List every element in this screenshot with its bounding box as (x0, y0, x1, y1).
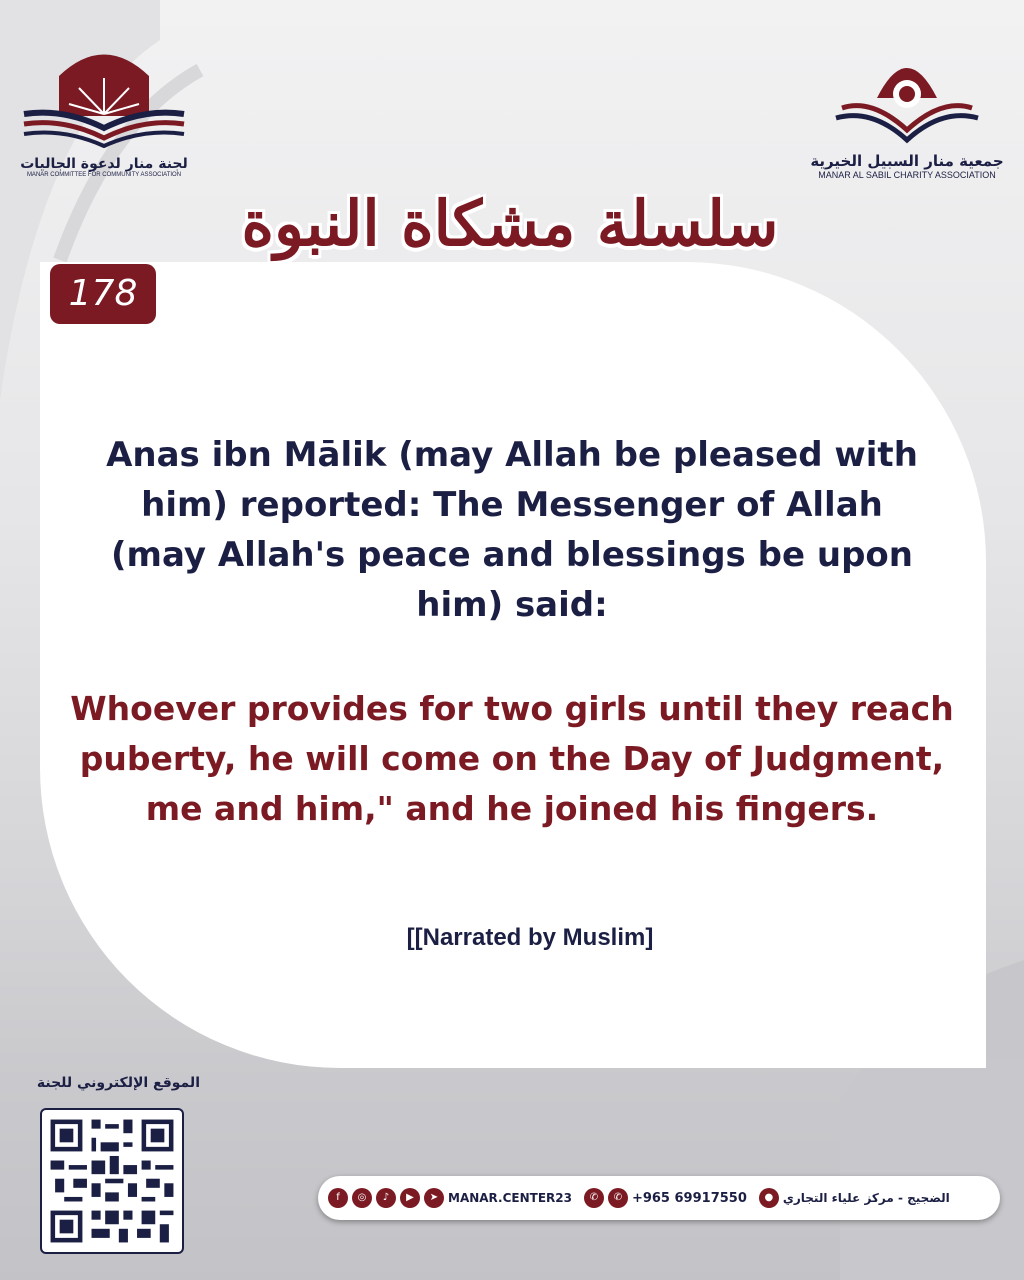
left-logo-english-name: MANAR COMMITTEE FOR COMMUNITY ASSOCIATION (26, 172, 182, 178)
location-pin-icon: ● (759, 1188, 779, 1208)
right-logo-arabic-name: جمعية منار السبيل الخيرية (810, 152, 1004, 170)
instagram-icon[interactable]: ◎ (352, 1188, 372, 1208)
post-number-badge: 178 (50, 264, 156, 324)
book-sunrise-logo-icon (19, 38, 189, 148)
phone-icon[interactable]: ✆ (584, 1188, 604, 1208)
facebook-icon[interactable]: f (328, 1188, 348, 1208)
hadith-text: Whoever provides for two girls until they reach puberty, he will come on the Day of Judgment, me and him," and he joined his fingers. (70, 689, 954, 828)
contact-bar (318, 1176, 1000, 1220)
series-title: سلسلة مشكاة النبوة (241, 187, 779, 260)
social-handle[interactable]: MANAR.CENTER23 (448, 1191, 572, 1205)
website-label: الموقع الإلكتروني للجنة (36, 1075, 200, 1091)
youtube-icon[interactable]: ▶ (400, 1188, 420, 1208)
tiktok-icon[interactable]: ♪ (376, 1188, 396, 1208)
address-text: الضجيج - مركز علياء التجاري (782, 1191, 950, 1205)
left-logo-arabic-name: لجنة منار لدعوة الجاليات (20, 156, 188, 172)
whatsapp-icon[interactable]: ✆ (608, 1188, 628, 1208)
qr-code-icon (42, 1110, 182, 1252)
hadith-intro: Anas ibn Mālik (may Allah be pleased with him) reported: The Messenger of Allah (may Allah's peace and blessings be upon him) said: (106, 435, 918, 625)
website-qr-code[interactable] (40, 1108, 184, 1254)
right-logo-english-name: MANAR AL SABIL CHARITY ASSOCIATION (818, 170, 996, 180)
telegram-icon[interactable]: ➤ (424, 1188, 444, 1208)
hadith-source: [[Narrated by Muslim] (406, 924, 654, 951)
phone-number[interactable]: +965 69917550 (631, 1190, 747, 1206)
manar-al-sabil-logo (808, 38, 1006, 180)
dome-book-logo-icon (822, 38, 992, 144)
manar-committee-logo (18, 38, 190, 178)
